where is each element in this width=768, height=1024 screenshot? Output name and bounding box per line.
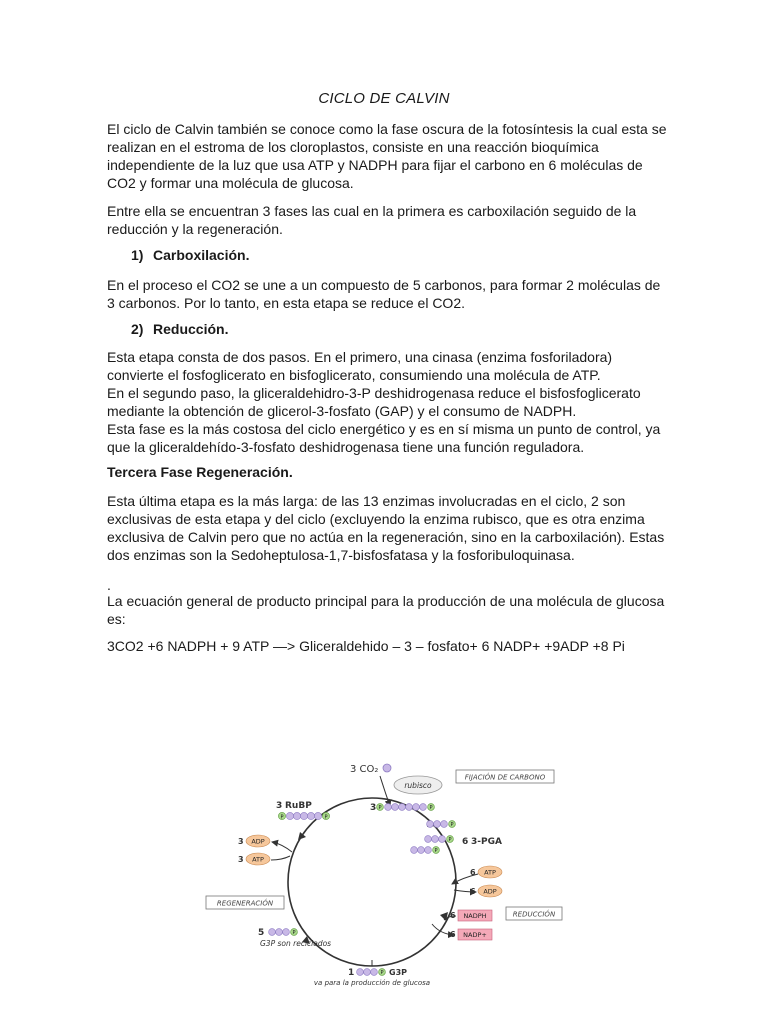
stray-dot: . xyxy=(107,577,111,593)
rubp-count: 3 xyxy=(276,801,283,811)
section1-heading xyxy=(131,247,249,263)
section3-body: Esta última etapa es la más larga: de las 13 enzimas involucradas en el ciclo, 2 son exclusivas de esta etapa y del ciclo (excluyendo la enzima rubisco, que es otra enzima exclusiva de Calvin pero que no actúa en la regeneración, sino en la carboxilación). Estas dos enzimas son la Sedoheptulosa-1,7-bisfosfatasa y la fosforibuloquinasa. xyxy=(107,493,665,563)
intermediate-phosphate-2-label: P xyxy=(429,805,433,812)
section1-number: 1) xyxy=(131,247,144,263)
section1-body: En el proceso el CO2 se une a un compuesto de 5 carbonos, para formar 2 moléculas de 3 carbonos. Por lo tanto, en esta etapa se reduce el CO2. xyxy=(107,277,661,311)
fijacion-label: FIJACIÓN DE CARBONO xyxy=(464,773,546,782)
intro-paragraph: El ciclo de Calvin también se conoce como la fase oscura de la fotosíntesis la cual esta se realizan en el estroma de los cloroplastos, consiste en una reacción bioquímica independiente de la luz que usa ATP y NADPH para fijar el carbono en 6 moléculas de CO2 y formar una molécula de glucosa. xyxy=(107,121,667,191)
g3p-out-molecule xyxy=(357,969,386,977)
general-equation: 3CO2 +6 NADPH + 9 ATP —> Gliceraldehido – 3 – fosfato+ 6 NADP+ +9ADP +8 Pi xyxy=(107,638,625,654)
atp-in-count: 6 xyxy=(470,868,476,877)
phases-intro-paragraph: Entre ella se encuentran 3 fases las cual en la primera es carboxilación seguido de la reducción y la regeneración. xyxy=(107,203,637,237)
cycle-arrow-left xyxy=(298,832,306,840)
pga-label: 3-PGA xyxy=(471,837,502,847)
pga-molecule-2 xyxy=(425,836,454,844)
co2-arrow xyxy=(380,776,390,806)
co2-carbon-mark xyxy=(383,764,391,772)
rubp-phosphate-1-label: P xyxy=(280,814,284,821)
adp-left-label: ADP xyxy=(251,837,265,846)
atp-left-count: 3 xyxy=(238,855,244,864)
regeneracion-label: REGENERACIÓN xyxy=(216,899,274,908)
atp-left-label: ATP xyxy=(252,855,264,864)
section3-heading: Tercera Fase Regeneración. xyxy=(107,464,293,480)
pga-molecule-3 xyxy=(411,847,440,855)
atp-in-label: ATP xyxy=(484,868,496,877)
nadph-count: 6 xyxy=(450,911,456,920)
g3p-recycled-molecule xyxy=(269,929,298,937)
adp-out-label: ADP xyxy=(483,887,497,896)
pga1-phosphate-label: P xyxy=(450,822,454,829)
rubisco-label: rubisco xyxy=(404,781,432,790)
section2-title: Reducción. xyxy=(153,321,229,337)
co2-label: 3 CO₂ xyxy=(350,764,379,775)
nadph-label: NADPH xyxy=(463,912,487,920)
adp-left-count: 3 xyxy=(238,837,244,846)
section2-heading xyxy=(131,321,228,337)
pga-molecule-1 xyxy=(427,821,456,829)
g3p-out-label: G3P xyxy=(389,968,407,977)
rubp-phosphate-2-label: P xyxy=(324,814,328,821)
nadp-count: 6 xyxy=(450,930,456,939)
intermediate-count: 3 xyxy=(370,803,377,813)
section2-number: 2) xyxy=(131,321,144,337)
g3p-out-count: 1 xyxy=(348,968,355,978)
pga3-phosphate-label: P xyxy=(434,848,438,855)
section2-body: Esta etapa consta de dos pasos. En el primero, una cinasa (enzima fosforiladora) convierte el fosfoglicerato en bisfoglicerato, consumiendo una molécula de ATP. En el segundo paso, la gliceraldehidro-3-P deshidrogenasa reduce el bisfosfoglicerato mediante la obtención de glicerol-3-fosfato (GAP) y el consumo de NADPH. Esta fase es la más costosa del ciclo energético y es en sí misma un punto de control, ya que la gliceraldehído-3-fosfato deshidrogenasa tiene una función reguladora. xyxy=(107,349,661,455)
intermediate-phosphate-label: P xyxy=(378,805,382,812)
glucose-label: va para la producción de glucosa xyxy=(313,979,431,987)
calvin-cycle-diagram xyxy=(200,752,572,988)
rubp-label: RuBP xyxy=(285,801,312,811)
g3p-recycled-label: G3P son reciclados xyxy=(260,939,332,948)
page-title: CICLO DE CALVIN xyxy=(318,90,450,107)
adp-left-arrow xyxy=(272,842,292,852)
adp-out-count: 6 xyxy=(470,887,476,896)
equation-intro: La ecuación general de producto principal para la producción de una molécula de glucosa es: xyxy=(107,593,665,627)
g3p-recycled-phosphate-label: P xyxy=(292,930,296,937)
g3p-out-phosphate-label: P xyxy=(380,970,384,977)
atp-left-arrow xyxy=(271,856,290,860)
section1-title: Carboxilación. xyxy=(153,247,250,263)
pga2-phosphate-label: P xyxy=(448,837,452,844)
reduccion-label: REDUCCIÓN xyxy=(512,910,556,919)
g3p-recycled-count: 5 xyxy=(258,928,265,938)
nadp-label: NADP+ xyxy=(463,931,487,939)
pga-count: 6 xyxy=(462,837,469,847)
